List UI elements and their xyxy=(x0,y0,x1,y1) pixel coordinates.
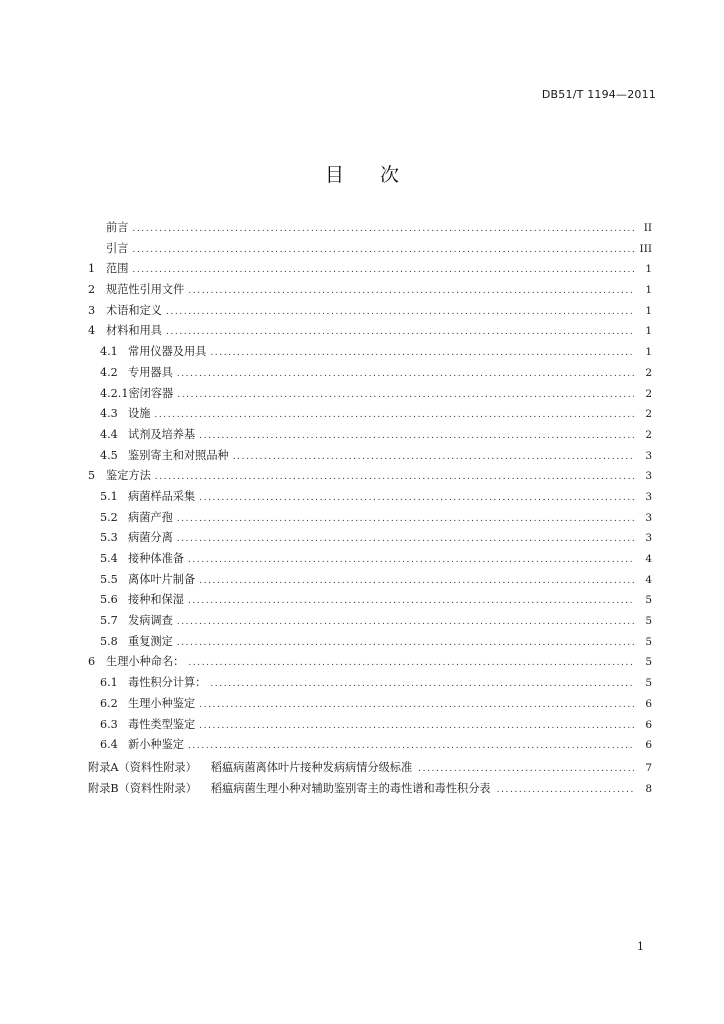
toc-leader-dots xyxy=(199,488,634,509)
toc-annex-title: 稻瘟病菌离体叶片接种发病病情分级标准 xyxy=(210,760,413,774)
toc-entry-number: 5.6 xyxy=(100,593,118,607)
toc-annex-entry[interactable] xyxy=(88,758,652,779)
toc-entry-label: 材料和用具 xyxy=(106,324,162,338)
toc-leader-dots xyxy=(199,695,634,716)
toc-leader-dots xyxy=(177,364,634,385)
toc-entry-page: 2 xyxy=(645,428,652,441)
toc-leader-dots xyxy=(132,260,634,281)
toc-entry-number: 6 xyxy=(88,655,96,669)
toc-leader-dots xyxy=(177,633,634,654)
toc-entry[interactable] xyxy=(88,404,652,425)
toc-entry-label: 生理小种鉴定 xyxy=(128,696,196,710)
toc-entry-label: 引言 xyxy=(106,241,129,255)
toc-entry[interactable] xyxy=(88,487,652,508)
toc-entry-number: 6.4 xyxy=(100,738,118,752)
toc-entry-label: 试剂及培养基 xyxy=(128,427,196,441)
toc-entry-label: 病菌产孢 xyxy=(128,510,173,524)
toc-entry-page: 6 xyxy=(645,718,652,731)
toc-annex-label: 附录B（资料性附录） xyxy=(88,781,197,795)
toc-leader-dots xyxy=(166,302,634,323)
toc-leader-dots xyxy=(199,571,634,592)
toc-entry-label: 发病调查 xyxy=(128,614,173,628)
toc-entry-number: 5.4 xyxy=(100,552,118,565)
toc-entry-number: 6.3 xyxy=(100,717,118,731)
toc-entry[interactable] xyxy=(88,673,652,694)
toc-leader-dots xyxy=(177,509,634,530)
toc-entry[interactable] xyxy=(88,549,652,570)
toc-entry-page: 4 xyxy=(645,553,652,565)
toc-leader-dots xyxy=(233,447,634,468)
toc-entry-page: 2 xyxy=(645,366,652,379)
toc-entry[interactable] xyxy=(88,425,652,446)
toc-entry-number: 4.1 xyxy=(100,345,118,359)
toc-entry[interactable] xyxy=(88,735,652,756)
toc-entry-label: 鉴定方法 xyxy=(106,469,151,483)
toc-entry-number: 4.3 xyxy=(100,407,118,421)
toc-entry[interactable] xyxy=(88,694,652,715)
toc-entry-page: 3 xyxy=(645,511,652,524)
toc-entry-page: 6 xyxy=(645,697,652,710)
toc-entry-page: 5 xyxy=(645,656,652,669)
toc-annex-page: 8 xyxy=(645,782,652,795)
toc-leader-dots xyxy=(199,716,634,737)
toc-entry-number: 5.8 xyxy=(100,634,118,648)
toc-entry[interactable] xyxy=(88,363,652,384)
toc-annex-entry[interactable] xyxy=(88,779,652,800)
toc-entry[interactable] xyxy=(88,446,652,467)
toc-leader-dots xyxy=(418,759,634,780)
toc-entry-number: 5.2 xyxy=(100,510,118,524)
toc-entry-label: 鉴别寄主和对照品种 xyxy=(128,448,229,462)
toc-entry-number: 4.2 xyxy=(100,365,118,379)
toc-entry-page: 5 xyxy=(645,594,652,607)
toc-entry-page: 3 xyxy=(645,470,652,483)
toc-entry-page: 3 xyxy=(645,532,652,545)
toc-entry-number: 4.4 xyxy=(100,427,118,441)
page-title: 目次 xyxy=(324,164,435,186)
toc-entry-number: 6.2 xyxy=(100,696,118,710)
toc-entry-number: 2 xyxy=(88,283,96,297)
toc-leader-dots xyxy=(210,674,634,695)
toc-entry-page: 1 xyxy=(645,263,652,276)
toc-entry-number: 5 xyxy=(88,469,96,483)
toc-entry-label: 生理小种命名： xyxy=(106,655,185,669)
toc-entry-label: 毒性积分计算： xyxy=(128,676,207,690)
toc-entry[interactable] xyxy=(88,384,652,405)
toc-annex-page: 7 xyxy=(645,761,652,774)
toc-entry-page: 3 xyxy=(645,449,652,462)
toc-entry[interactable] xyxy=(88,652,652,673)
toc-leader-dots xyxy=(166,322,634,343)
toc-entry-label: 重复测定 xyxy=(128,634,173,648)
toc-entry[interactable] xyxy=(88,508,652,529)
toc-leader-dots xyxy=(210,343,634,364)
toc-entry-number: 5.1 xyxy=(100,489,118,503)
toc-entry-page: 5 xyxy=(645,677,652,690)
toc-entry-number: 4 xyxy=(88,324,96,338)
standard-code: DB51/T 1194—2011 xyxy=(541,88,656,101)
toc-entry-label: 离体叶片制备 xyxy=(128,572,196,586)
toc-entry-label: 常用仪器及用具 xyxy=(128,345,207,359)
toc-entry[interactable] xyxy=(88,301,652,322)
toc-entry-label: 规范性引用文件 xyxy=(106,283,185,297)
toc-leader-dots xyxy=(497,780,634,801)
toc-entry-page: 1 xyxy=(645,346,652,359)
toc-entry[interactable] xyxy=(88,715,652,736)
toc-entry-label: 范围 xyxy=(106,262,129,276)
toc-entry-page: 5 xyxy=(645,615,652,628)
toc-entry-number: 5.5 xyxy=(100,572,118,586)
toc-entry-page: 1 xyxy=(645,325,652,338)
toc-entry-label: 病菌分离 xyxy=(128,531,173,545)
toc-entry-label: 新小种鉴定 xyxy=(128,738,184,752)
toc-entry-page: 3 xyxy=(645,490,652,503)
toc-entry[interactable] xyxy=(88,342,652,363)
toc-leader-dots xyxy=(188,281,634,302)
toc-entry[interactable] xyxy=(88,611,652,632)
toc-annex-title: 稻瘟病菌生理小种对辅助鉴别寄主的毒性谱和毒性积分表 xyxy=(210,781,491,795)
toc-annex-label: 附录A（资料性附录） xyxy=(88,760,197,774)
toc-entry-page: 2 xyxy=(645,408,652,421)
toc-entry-number: 4.2.1 xyxy=(100,386,129,400)
toc-entry-page: 1 xyxy=(645,284,652,297)
toc-leader-dots xyxy=(132,240,633,261)
toc-entry-number: 4.5 xyxy=(100,448,118,462)
toc-entry[interactable] xyxy=(88,466,652,487)
toc-entry-page: 1 xyxy=(645,304,652,317)
page-number: 1 xyxy=(637,940,644,953)
toc-leader-dots xyxy=(188,591,634,612)
toc-entry-label: 接种和保湿 xyxy=(128,593,184,607)
table-of-contents xyxy=(88,218,652,799)
toc-entry[interactable] xyxy=(88,528,652,549)
toc-entry-label: 专用器具 xyxy=(128,365,173,379)
toc-entry-label: 密闭容器 xyxy=(128,386,174,400)
toc-entry-number: 5.7 xyxy=(100,614,118,628)
toc-entry-number: 5.3 xyxy=(100,531,118,545)
toc-leader-dots xyxy=(177,385,634,406)
toc-leader-dots xyxy=(154,405,634,426)
toc-entry[interactable] xyxy=(88,218,652,239)
toc-entry-number: 3 xyxy=(88,303,96,317)
toc-entry[interactable] xyxy=(88,239,652,260)
toc-entry-label: 病菌样品采集 xyxy=(128,489,196,503)
toc-entry-page: 5 xyxy=(645,635,652,648)
toc-leader-dots xyxy=(155,467,634,488)
toc-entry[interactable] xyxy=(88,280,652,301)
toc-entry-label: 设施 xyxy=(128,407,151,421)
toc-entry-label: 术语和定义 xyxy=(106,303,162,317)
toc-entry-page: 6 xyxy=(645,739,652,752)
toc-entry-label: 接种体准备 xyxy=(128,552,184,565)
toc-leader-dots xyxy=(188,736,634,757)
toc-leader-dots xyxy=(132,219,634,240)
toc-entry[interactable] xyxy=(88,632,652,653)
toc-leader-dots xyxy=(177,529,634,550)
toc-entry-page: II xyxy=(643,222,652,234)
toc-entry[interactable] xyxy=(88,321,652,342)
toc-entry[interactable] xyxy=(88,590,652,611)
toc-entry-number: 1 xyxy=(88,262,96,276)
toc-entry-label: 毒性类型鉴定 xyxy=(128,717,196,731)
toc-leader-dots xyxy=(188,653,634,674)
toc-leader-dots xyxy=(177,612,634,633)
toc-leader-dots xyxy=(188,550,634,571)
toc-leader-dots xyxy=(199,426,634,447)
toc-entry-label: 前言 xyxy=(106,221,129,234)
toc-entry-page: III xyxy=(639,242,652,255)
toc-entry-page: 4 xyxy=(645,573,652,586)
toc-entry[interactable] xyxy=(88,259,652,280)
toc-entry-page: 2 xyxy=(645,387,652,400)
toc-entry[interactable] xyxy=(88,570,652,591)
toc-entry-number: 6.1 xyxy=(100,676,118,690)
